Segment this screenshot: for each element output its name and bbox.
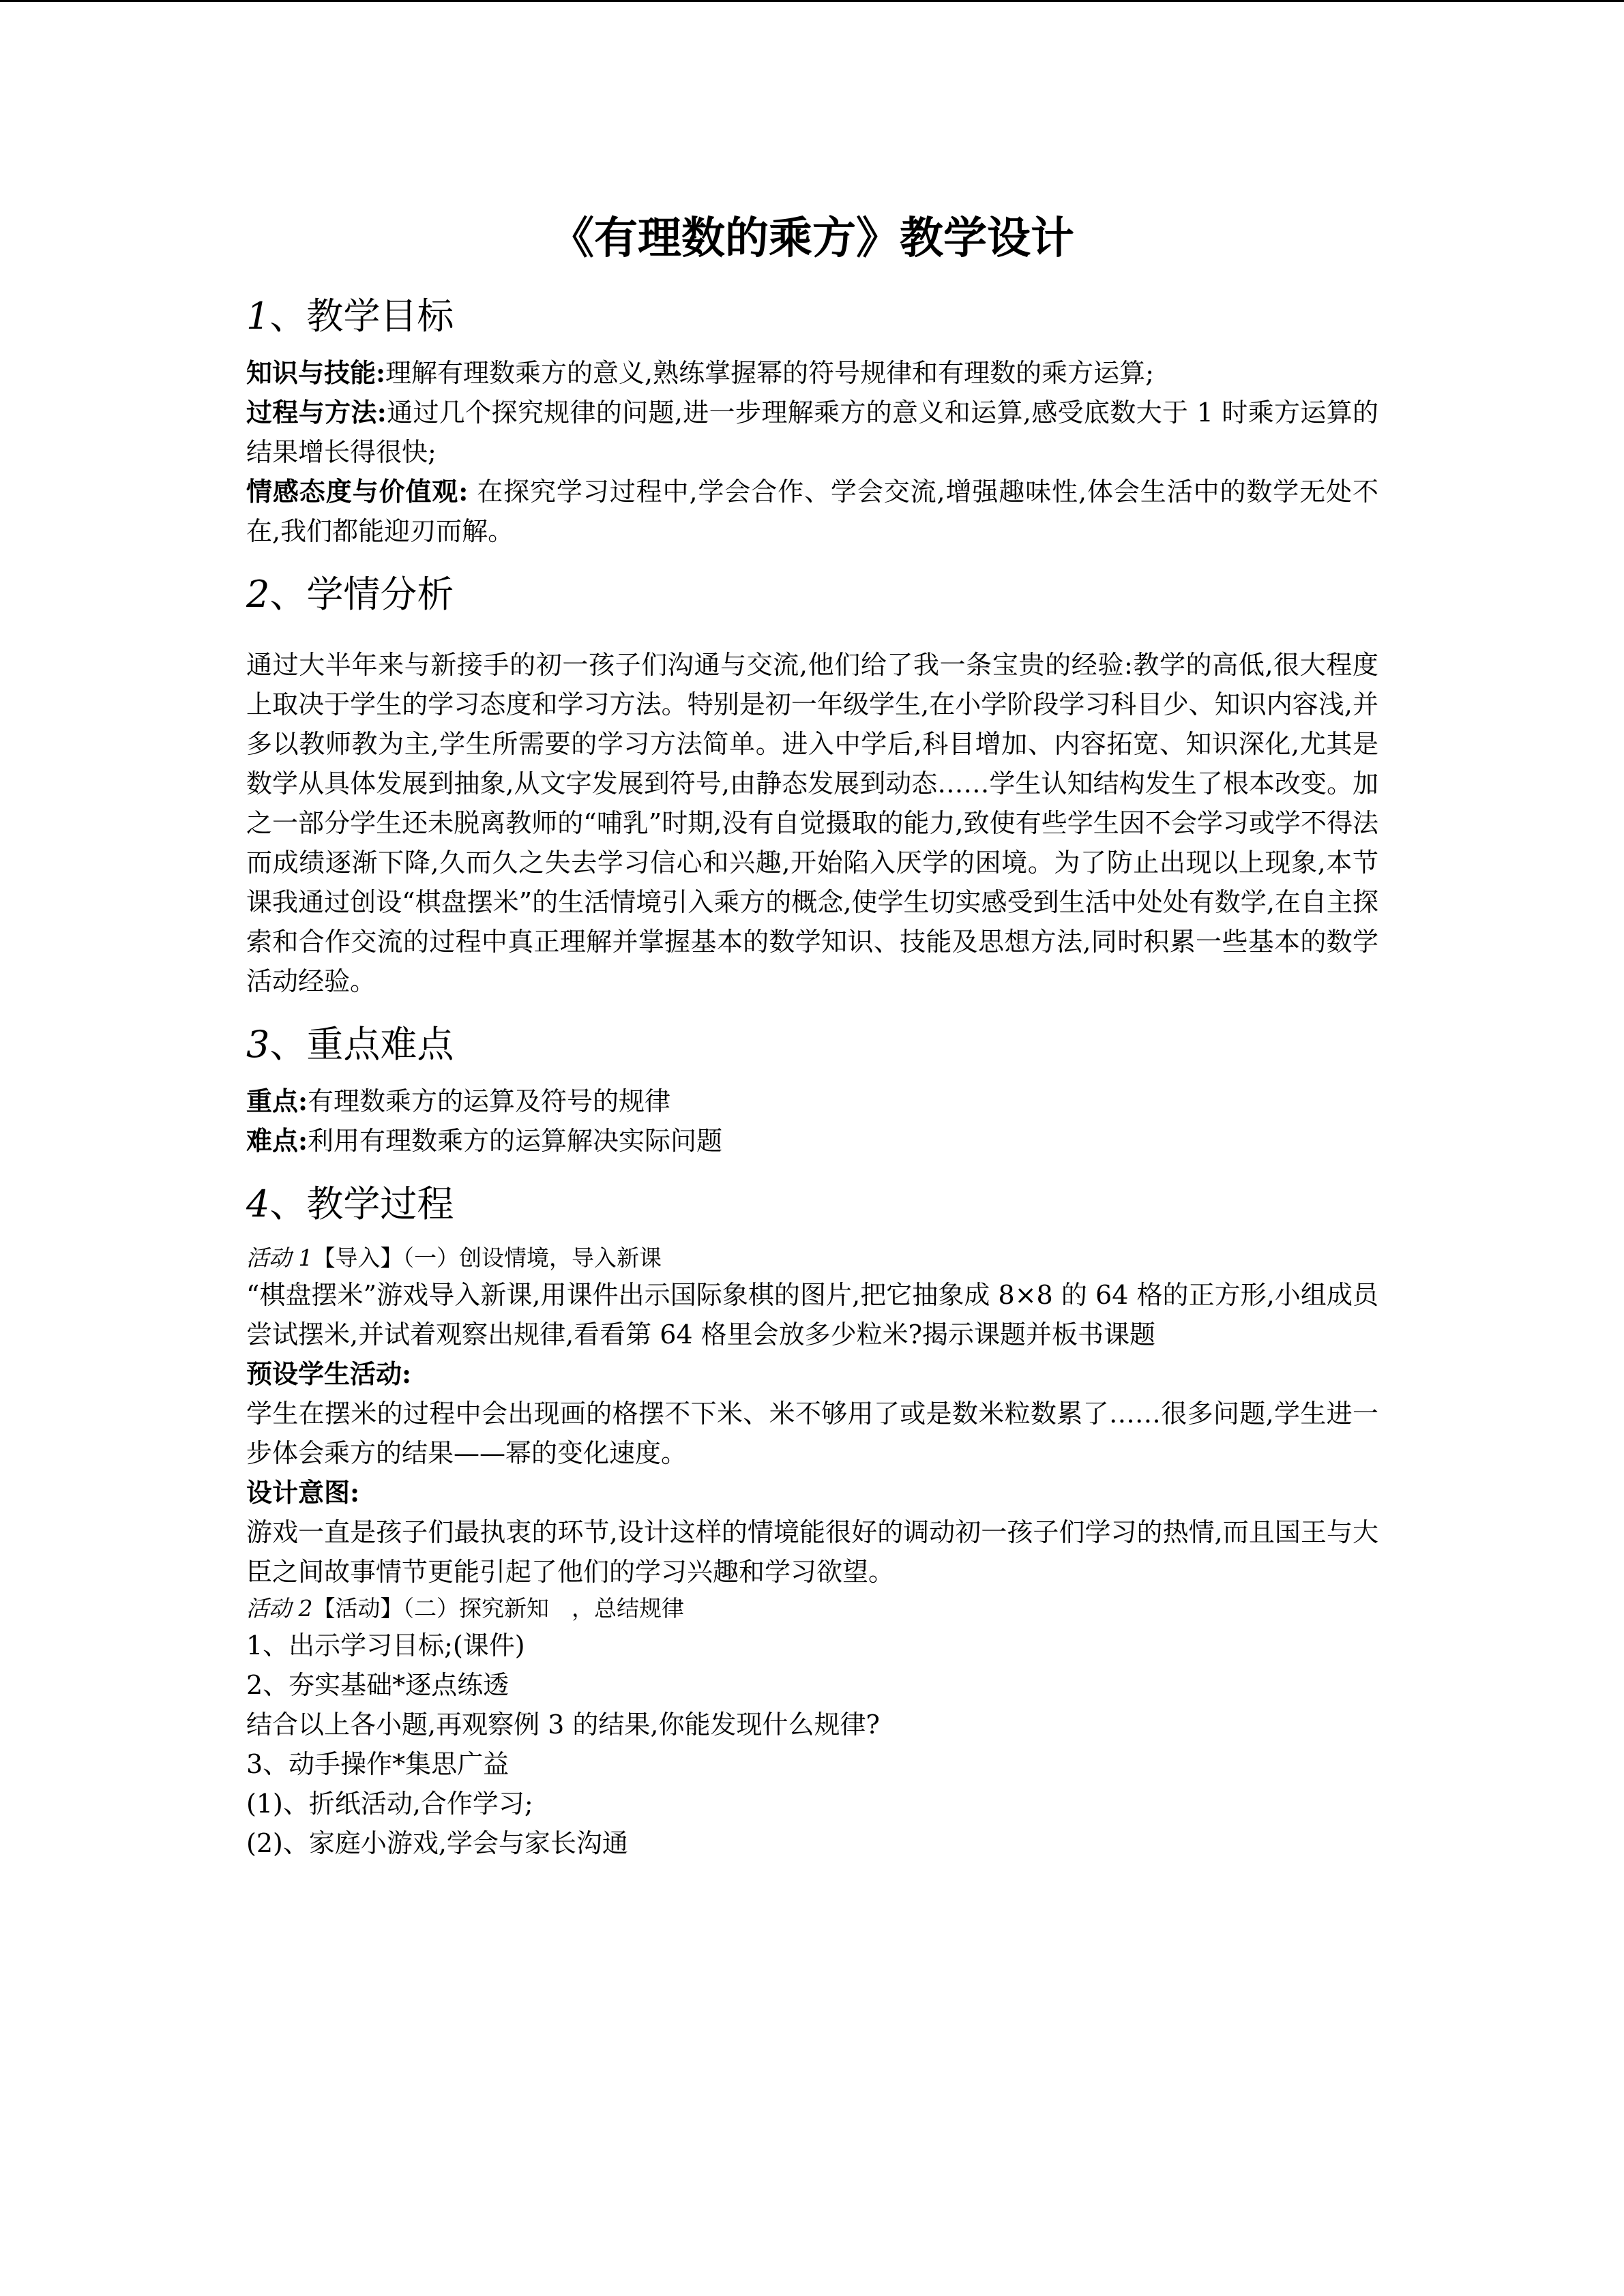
section-heading-process: 4、教学过程: [246, 1182, 454, 1225]
activity-2-line: 2、夯实基础*逐点练透: [246, 1670, 510, 1700]
student-activity-label: 预设学生活动:: [246, 1358, 412, 1389]
activity-2-line: 3、动手操作*集思广益: [246, 1749, 510, 1779]
design-intent-label: 设计意图:: [246, 1477, 360, 1508]
section-heading-analysis: 2、学情分析: [246, 573, 454, 616]
objective-attitude: 情感态度与价值观: 在探究学习过程中,学会合作、学会交流,增强趣味性,体会生活中的数学无处不在,我们都能迎刃而解。: [246, 476, 1379, 546]
section-heading-objectives: 1、教学目标: [246, 295, 454, 338]
section-heading-key-points: 3、重点难点: [246, 1023, 454, 1066]
activity-2-line: (2)、家庭小游戏,学会与家长沟通: [246, 1828, 628, 1858]
activity-2-line: (1)、折纸活动,合作学习;: [246, 1789, 533, 1819]
activity-1-heading: 活动 1【导入】（一）创设情境，导入新课: [246, 1244, 662, 1271]
objective-process: 过程与方法:通过几个探究规律的问题,进一步理解乘方的意义和运算,感受底数大于 1 时乘方运算的结果增长得很快;: [246, 397, 1378, 467]
difficult-point: 难点:利用有理数乘方的运算解决实际问题: [246, 1125, 723, 1156]
design-intent-text: 游戏一直是孩子们最执衷的环节,设计这样的情境能很好的调动初一孩子们学习的热情,而且国王与大臣之间故事情节更能引起了他们的学习兴趣和学习欲望。: [246, 1517, 1378, 1587]
document-title: 《有理数的乘方》教学设计: [550, 213, 1074, 264]
student-activity-text: 学生在摆米的过程中会出现画的格摆不下米、米不够用了或是数米粒数累了……很多问题,学生进一步体会乘方的结果——幂的变化速度。: [246, 1399, 1378, 1468]
activity-2-line: 结合以上各小题,再观察例 3 的结果,你能发现什么规律?: [246, 1710, 880, 1740]
activity-1-intro: “棋盘摆米”游戏导入新课,用课件出示国际象棋的图片,把它抽象成 8×8 的 64 格的正方形,小组成员尝试摆米,并试着观察出规律,看看第 64 格里会放多少粒米?揭示课题并板书课题: [246, 1280, 1378, 1350]
activity-2-line: 1、出示学习目标;(课件): [246, 1630, 525, 1660]
analysis-paragraph: 通过大半年来与新接手的初一孩子们沟通与交流,他们给了我一条宝贵的经验:教学的高低,很大程度上取决于学生的学习态度和学习方法。特别是初一年级学生,在小学阶段学习科目少、知识内容浅,并多以教师教为主,学生所需要的学习方法简单。进入中学后,科目增加、内容拓宽、知识深化,尤其是数学从具体发展到抽象,从文字发展到符号,由静态发展到动态……学生认知结构发生了根本改变。加之一部分学生还未脱离教师的“哺乳”时期,没有自觉摄取的能力,致使有些学生因不会学习或学不得法而成绩逐渐下降,久而久之失去学习信心和兴趣,开始陷入厌学的困境。为了防止出现以上现象,本节课我通过创设“棋盘摆米”的生活情境引入乘方的概念,使学生切实感受到生活中处处有数学,在自主探索和合作交流的过程中真正理解并掌握基本的数学知识、技能及思想方法,同时积累一些基本的数学活动经验。: [246, 650, 1378, 996]
objective-knowledge: 知识与技能:理解有理数乘方的意义,熟练掌握幂的符号规律和有理数的乘方运算;: [246, 357, 1154, 388]
key-point: 重点:有理数乘方的运算及符号的规律: [246, 1086, 671, 1116]
activity-2-heading: 活动 2【活动】（二）探究新知 ，总结规律: [246, 1595, 684, 1622]
top-border-line: [0, 0, 1624, 2]
document-page: [246, 205, 1378, 1863]
